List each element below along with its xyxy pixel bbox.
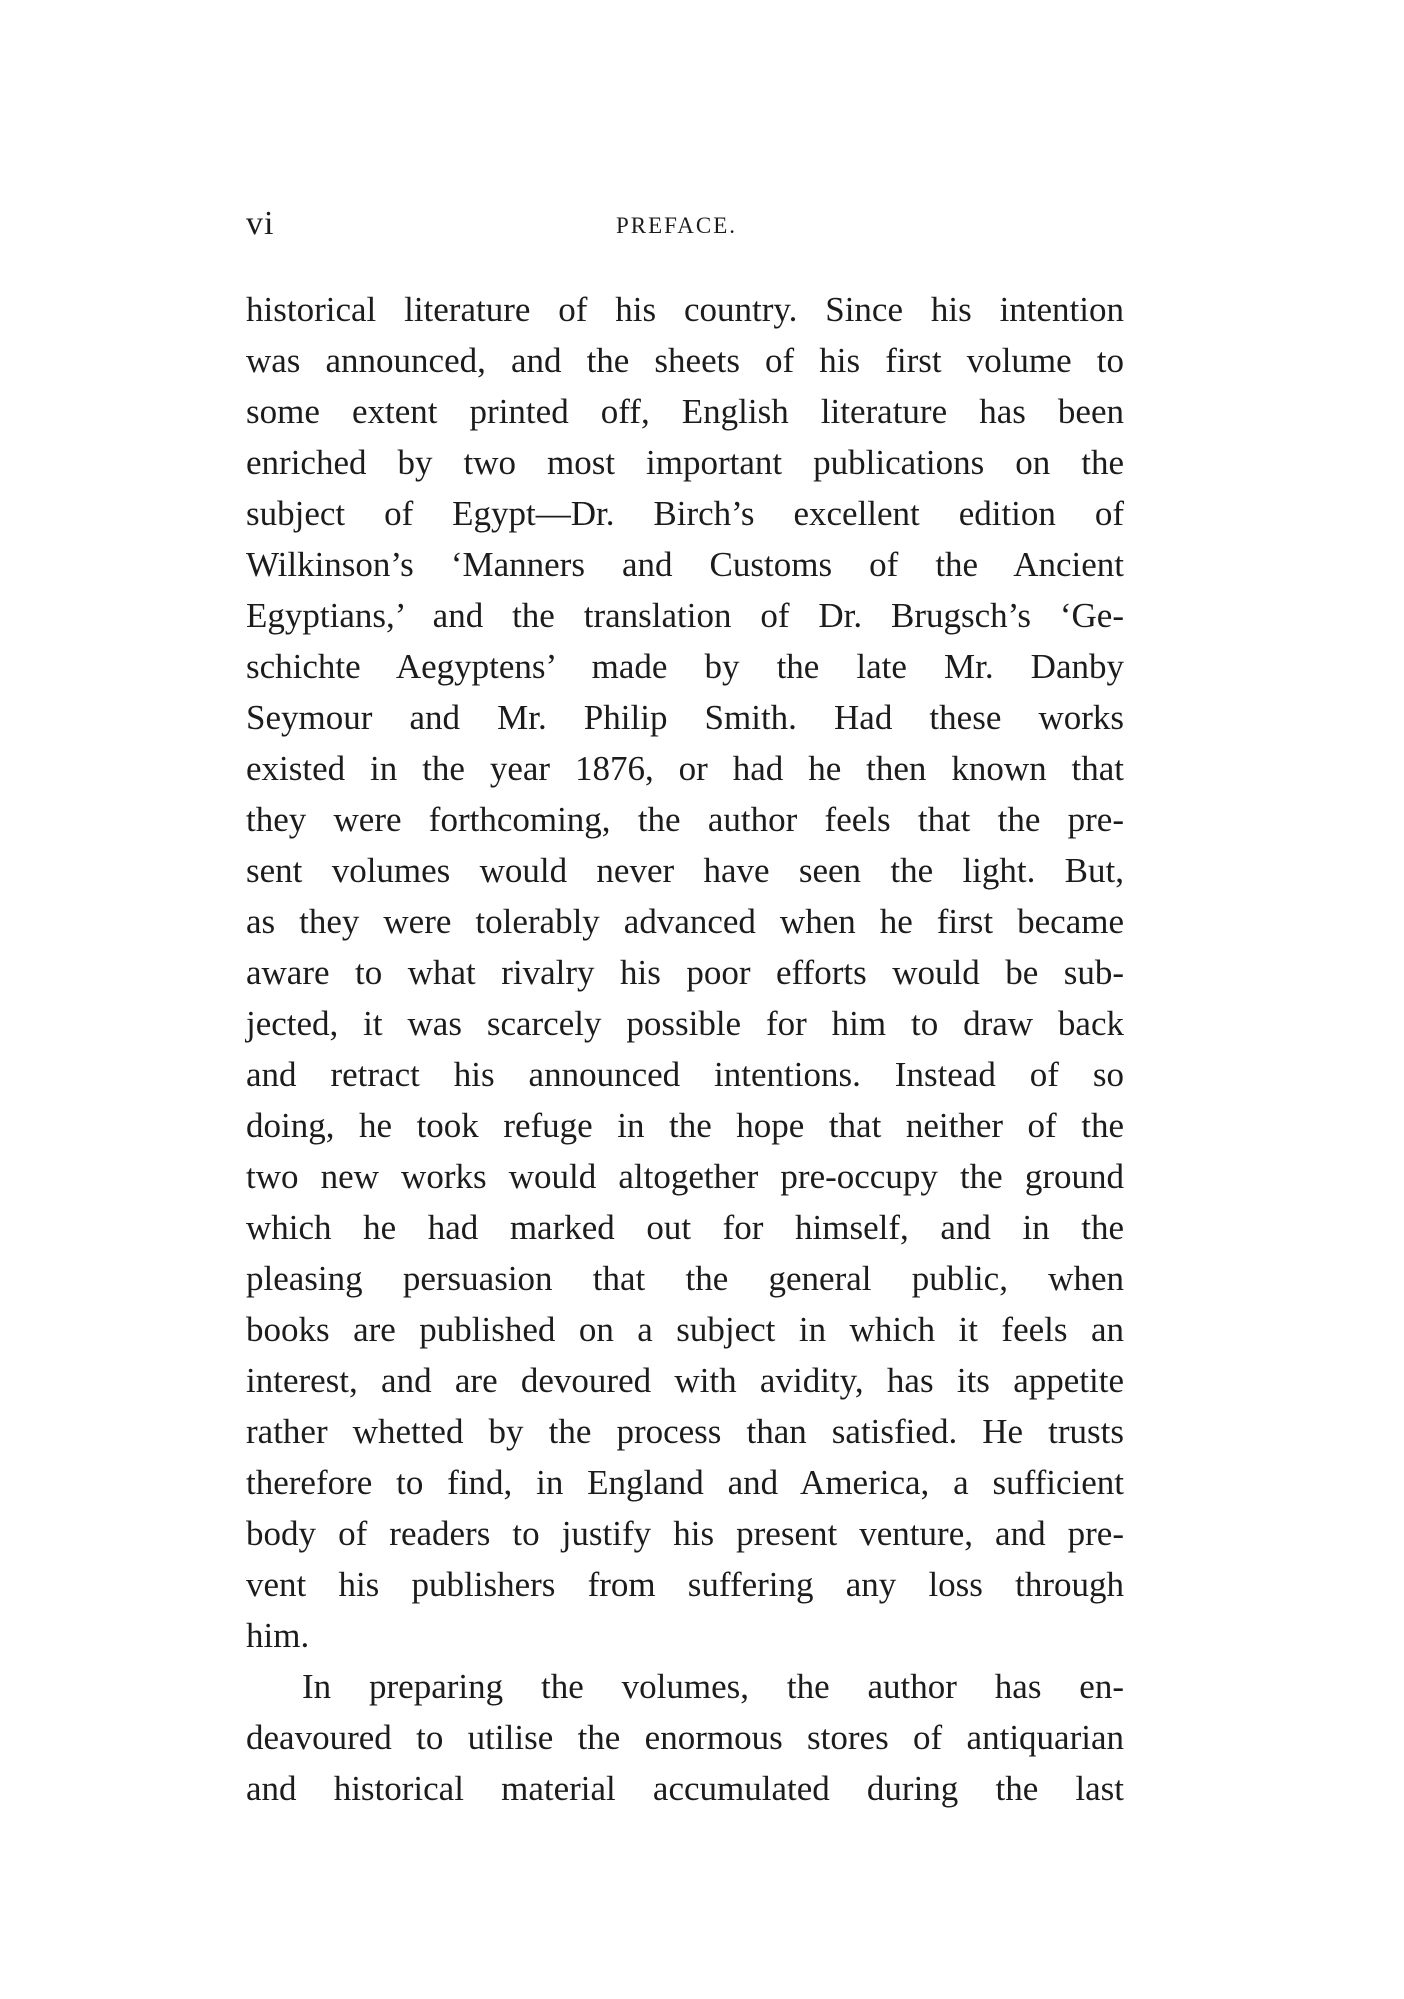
text-line: two new works would altogether pre-occupy the ground [246, 1157, 1124, 1196]
text-line: enriched by two most important publications on the [246, 443, 1124, 482]
text-line: jected, it was scarcely possible for him to draw back [246, 1004, 1124, 1043]
text-line: therefore to find, in England and America, a sufficient [246, 1463, 1124, 1502]
text-line: Wilkinson’s ‘Manners and Customs of the Ancient [246, 545, 1124, 584]
text-line: interest, and are devoured with avidity, has its appetite [246, 1361, 1124, 1400]
text-line: In preparing the volumes, the author has en- [302, 1667, 1124, 1706]
text-line: aware to what rivalry his poor efforts would be sub- [246, 953, 1124, 992]
text-line: and historical material accumulated during the last [246, 1769, 1124, 1808]
text-line: some extent printed off, English literature has been [246, 392, 1124, 431]
text-line: books are published on a subject in which it feels an [246, 1310, 1124, 1349]
text-line: Egyptians,’ and the translation of Dr. Brugsch’s ‘Ge- [246, 596, 1124, 635]
body-text [246, 284, 1124, 1814]
text-line: deavoured to utilise the enormous stores of antiquarian [246, 1718, 1124, 1757]
text-line: body of readers to justify his present venture, and pre- [246, 1514, 1124, 1553]
text-line: which he had marked out for himself, and in the [246, 1208, 1124, 1247]
text-line: him. [246, 1616, 310, 1655]
text-line: as they were tolerably advanced when he first became [246, 902, 1124, 941]
text-line: doing, he took refuge in the hope that neither of the [246, 1106, 1124, 1145]
text-line: was announced, and the sheets of his first volume to [246, 341, 1124, 380]
text-line: rather whetted by the process than satisfied. He trusts [246, 1412, 1124, 1451]
running-head [246, 205, 1126, 245]
text-line: subject of Egypt—Dr. Birch’s excellent edition of [246, 494, 1124, 533]
text-line: Seymour and Mr. Philip Smith. Had these works [246, 698, 1124, 737]
page-number: vi [246, 205, 275, 242]
running-title: PREFACE. [616, 213, 738, 238]
text-line: they were forthcoming, the author feels that the pre- [246, 800, 1124, 839]
text-line: sent volumes would never have seen the light. But, [246, 851, 1124, 890]
text-line: pleasing persuasion that the general public, when [246, 1259, 1124, 1298]
text-line: existed in the year 1876, or had he then known that [246, 749, 1124, 788]
paragraph [246, 1661, 1124, 1814]
text-line: vent his publishers from suffering any loss through [246, 1565, 1124, 1604]
text-line: schichte Aegyptens’ made by the late Mr. Danby [246, 647, 1124, 686]
text-line: and retract his announced intentions. Instead of so [246, 1055, 1124, 1094]
text-line: historical literature of his country. Since his intention [246, 290, 1124, 329]
paragraph [246, 284, 1124, 1661]
